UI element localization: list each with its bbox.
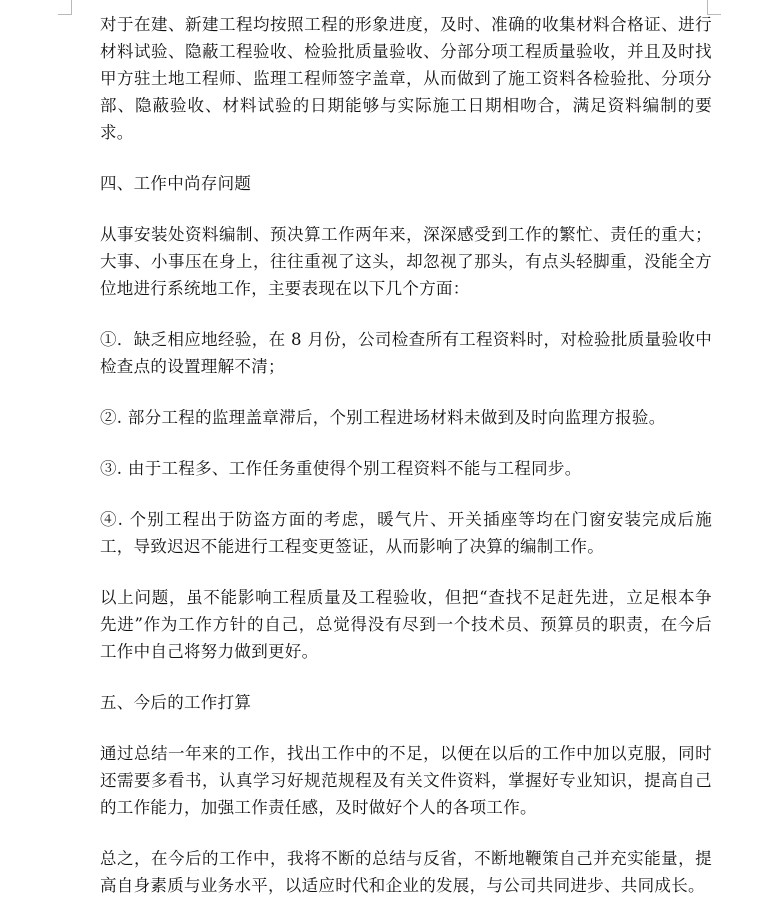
paragraph-conclusion: 总之，在今后的工作中，我将不断的总结与反省，不断地鞭策自己并充实能量，提高自身素质与业务水平，以适应时代和企业的发展，与公司共同进步、共同成长。: [100, 849, 712, 895]
section-heading-future-plans: 五、今后的工作打算: [100, 693, 252, 712]
paragraph-issue-4: ④. 个别工程出于防盗方面的考虑，暖气片、开关插座等均在门窗安装完成后施工，导致迟迟不能进行工程变更签证，从而影响了决算的编制工作。: [100, 510, 712, 556]
paragraph-issue-2: ②. 部分工程的监理盖章滞后，个别工程进场材料未做到及时向监理方报验。: [100, 408, 666, 427]
paragraph-issue-3: ③. 由于工程多、工作任务重使得个别工程资料不能与工程同步。: [100, 459, 582, 478]
paragraph-issues-summary: 以上问题，虽不能影响工程质量及工程验收，但把“查找不足赶先进，立足根本争先进”作为工作方针的自己，总觉得没有尽到一个技术员、预算员的职责，在今后工作中自己将努力做到更好。: [100, 588, 712, 661]
crop-mark-left-horizontal: [58, 14, 72, 15]
crop-mark-left-vertical: [71, 0, 72, 14]
paragraph-issues-intro: 从事安装处资料编制、预决算工作两年来，深深感受到工作的繁忙、责任的重大；大事、小事压在身上，往往重视了这头，却忽视了那头，有点头轻脚重，没能全方位地进行系统地工作，主要表现在以下几个方面：: [100, 225, 712, 298]
document-body: [100, 11, 712, 923]
section-heading-remaining-issues: 四、工作中尚存问题: [100, 174, 252, 193]
paragraph-future-plans: 通过总结一年来的工作，找出工作中的不足，以便在以后的工作中加以克服，同时还需要多看书，认真学习好规范规程及有关文件资料，掌握好专业知识，提高自己的工作能力，加强工作责任感，及时做好个人的各项工作。: [100, 744, 712, 817]
paragraph-issue-1: ①．缺乏相应地经验，在 8 月份，公司检查所有工程资料时，对检验批质量验收中检查点的设置理解不清；: [100, 330, 712, 376]
paragraph-materials-tracking: 对于在建、新建工程均按照工程的形象进度，及时、准确的收集材料合格证、进行材料试验、隐蔽工程验收、检验批质量验收、分部分项工程质量验收，并且及时找甲方驻土地工程师、监理工程师签字盖章，从而做到了施工资料各检验批、分项分部、隐蔽验收、材料试验的日期能够与实际施工日期相吻合，满足资料编制的要求。: [100, 15, 712, 142]
